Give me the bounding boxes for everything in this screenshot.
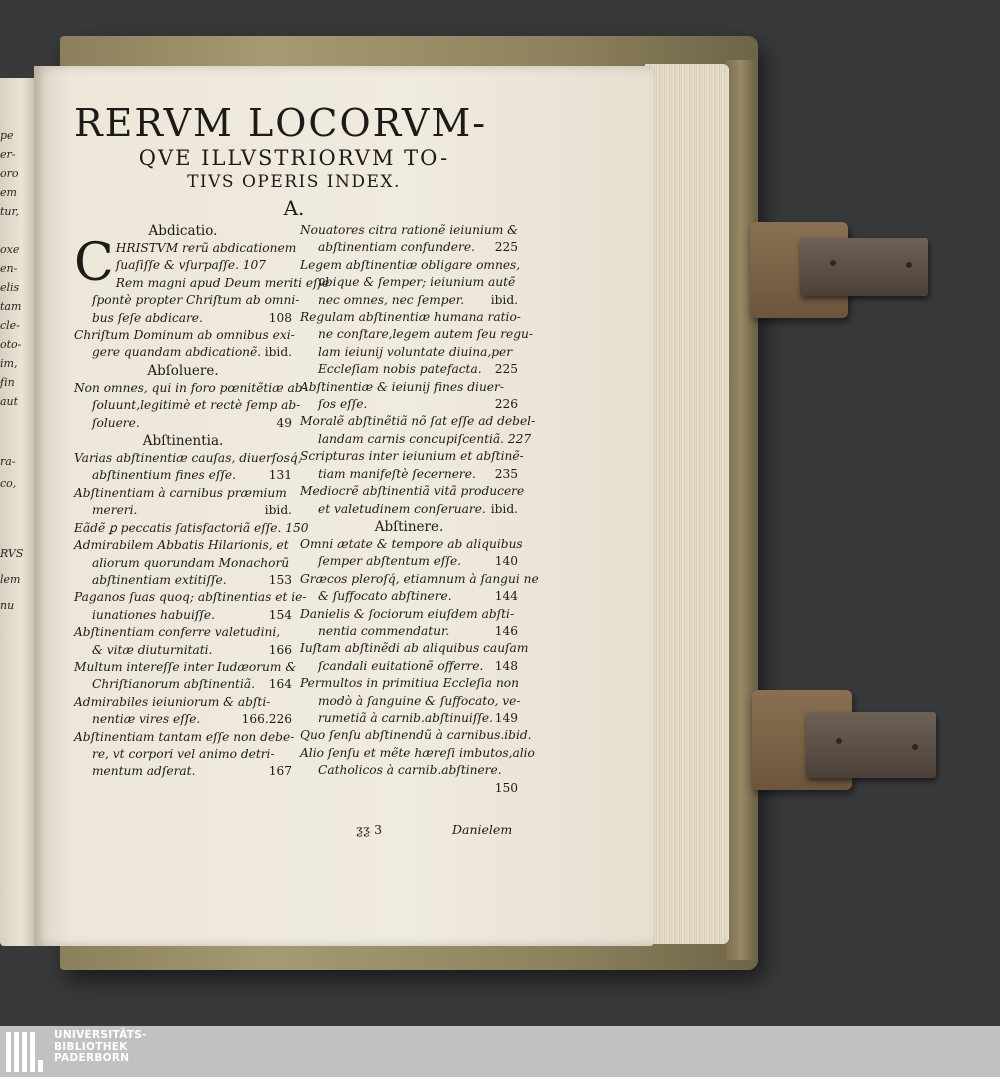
index-entry [300, 483, 525, 518]
index-entry [300, 727, 532, 744]
entry-line: Iuſtam abſtinẽdi ab aliquibus cauſam [300, 641, 529, 656]
index-entry [300, 448, 524, 483]
catchword: Danielem [452, 822, 513, 837]
entry-line: Rem magni apud Deum meriti eſſe [115, 275, 330, 290]
entry-line: Varias abſtinentiæ cauſas, diuerſosq́, [74, 451, 302, 466]
left-page-fragment: en- [0, 262, 18, 275]
index-entry [74, 659, 297, 694]
index-heading: Abſoluere. [147, 362, 219, 379]
page-reference: 148 [494, 658, 518, 673]
index-title-line3: TIVS OPERIS INDEX. [187, 172, 401, 192]
library-name [54, 1030, 147, 1065]
library-name-line2: BIBLIOTHEK [54, 1040, 128, 1053]
entry-line: ſos eſſe. 226 [300, 396, 518, 413]
index-entry [74, 694, 292, 729]
page-fore-edge [645, 64, 729, 944]
entry-line: ne conſtare,legem autem ſeu regu- [318, 327, 534, 342]
entry-line: Multum intereſſe inter Iudæorum & [74, 659, 297, 674]
entry-line: ſuaſiſſe & vſurpaſſe. 107 [115, 258, 267, 273]
index-entry [74, 485, 292, 520]
clasp-rivet [830, 260, 836, 266]
entry-line: Abſtinentiam tantam eſſe non debe- [74, 729, 295, 744]
signature-mark: ƺƺ 3 [356, 822, 383, 837]
index-heading: Abſtinentia. [142, 433, 224, 450]
entry-line: Quo ſenſu abſtinendũ à carnibus.ibid. [300, 728, 532, 743]
index-entry [74, 729, 295, 781]
page-text [34, 66, 654, 946]
left-page-fragment: tam [0, 300, 22, 313]
page-reference: 166.226 [241, 712, 292, 727]
cover-edge [726, 60, 756, 960]
page-reference: 49 [276, 415, 292, 430]
left-page-fragment: er- [0, 148, 16, 161]
index-entry [300, 640, 529, 675]
entry-line: Chriſtianorum abſtinentiã. 164 [74, 676, 292, 693]
entry-line: gere quandam abdicationẽ. ibid. [74, 344, 292, 361]
index-column-right [300, 222, 539, 797]
page-reference: 225 [494, 240, 518, 255]
left-page-fragment: nu [0, 599, 15, 612]
left-page-fragment: im, [0, 357, 18, 370]
page-reference: ibid. [490, 292, 518, 307]
left-page-fragment: ra- [0, 455, 16, 468]
entry-line: mentum adſerat. 167 [74, 763, 292, 780]
entry-line: ſcandali euitationẽ offerre. 148 [300, 658, 518, 675]
index-entry [300, 571, 539, 606]
entry-line: Omni ætate & tempore ab aliquibus [300, 536, 523, 551]
entry-line: modò à ſanguine & ſuffocato, ve- [318, 693, 521, 708]
library-name-line3: PADERBORN [54, 1052, 130, 1064]
index-entry [300, 675, 521, 727]
entry-line: lam ieiunij voluntate diuina,per [318, 344, 513, 359]
entry-line: aliorum quorundam Monachorũ [92, 555, 290, 570]
entry-line: ſpontè propter Chriſtum ab omni- [92, 293, 300, 308]
index-entry [74, 450, 302, 485]
entry-line: & vitæ diuturnitati. 166 [74, 642, 292, 659]
entry-line: abſtinentium fines eſſe. 131 [74, 467, 292, 484]
index-entry [74, 327, 295, 362]
index-entry [300, 745, 535, 795]
left-page-fragment: em [0, 186, 17, 199]
entry-line: Nouatores citra rationẽ ieiunium & [300, 223, 519, 237]
entry-line: Abſtinentiæ & ieiunij fines diuer- [300, 379, 504, 394]
page-reference: 131 [268, 468, 292, 483]
page-reference: 167 [268, 764, 292, 779]
entry-line: Admirabilem Abbatis Hilarionis, et [74, 538, 289, 553]
index-entry [300, 536, 523, 571]
entry-line: abſtinentiam extitiſſe. 153 [74, 572, 292, 589]
page-reference: 225 [494, 362, 518, 377]
left-page-fragment: oxe [0, 243, 20, 256]
entry-line: Paganos ſuas quoq; abſtinentias et ie- [74, 590, 307, 605]
entry-line: Catholicos à carnib.abſtinere. 150 [300, 762, 518, 779]
left-page-fragment: lem [0, 573, 21, 586]
index-title-line2: QVE ILLVSTRIORVM TO- [138, 146, 450, 170]
entry-line: & ſuffocato abſtinere. 144 [300, 588, 518, 605]
index-entry [300, 257, 521, 309]
index-entry [74, 537, 292, 589]
left-page-edge [0, 78, 36, 946]
entry-line: nentiæ vires eſſe. 166.226 [74, 711, 292, 728]
entry-line: iunationes habuiſſe. 154 [74, 607, 292, 624]
entry-line: Eãdẽ ꝑ peccatis ſatisfactoriã eſſe. 150 [74, 520, 309, 535]
library-logo-icon [6, 1030, 48, 1074]
entry-line: bus ſeſe abdicare. 108 [74, 310, 292, 327]
page-reference: ibid. [264, 345, 292, 360]
left-page-fragment: co, [0, 477, 17, 490]
page-reference: 144 [494, 589, 518, 604]
left-page-fragment: ẜin [0, 376, 15, 389]
index-entry [74, 624, 292, 659]
section-letter: A. [283, 196, 305, 220]
left-page-fragment: aut [0, 395, 19, 408]
entry-line: abſtinentiam confundere. 225 [300, 239, 518, 256]
book-page [34, 66, 654, 946]
page-reference: 146 [494, 623, 518, 638]
entry-line: et valetudinem conſeruare. ibid. [300, 501, 518, 518]
entry-line: ſemper abſtentum eſſe. 140 [300, 553, 518, 570]
library-footer-bar [0, 1026, 1000, 1077]
left-page-fragment: pe [0, 129, 14, 142]
page-reference: 140 [494, 554, 518, 569]
left-page-fragment: elis [0, 281, 20, 294]
drop-capital: C [74, 233, 114, 293]
entry-line: nec omnes, nec ſemper. ibid. [300, 292, 518, 309]
entry-line: Græcos pleroſq́, etiamnum à ſangui ne [300, 571, 539, 586]
entry-line: Admirabiles ieiuniorum & abſti- [74, 694, 271, 709]
clasp-rivet [906, 262, 912, 268]
entry-line: nentia commendatur. 146 [300, 623, 518, 640]
entry-line: tiam manifeſtè ſecernere. 235 [300, 466, 518, 483]
entry-line: Chriſtum Dominum ab omnibus exi- [74, 328, 295, 343]
page-reference: 149 [494, 710, 518, 725]
page-reference: ibid. [490, 501, 518, 516]
index-entry [300, 309, 534, 379]
entry-line: Danielis & ſociorum eiuſdem abſti- [300, 606, 515, 621]
entry-line: re, vt corpori vel animo detri- [92, 746, 275, 761]
page-reference: 108 [268, 310, 292, 325]
entry-line: landam carnis concupiſcentiã. 227 [318, 431, 532, 446]
entry-line: Abſtinentiam à carnibus præmium [74, 485, 287, 500]
page-reference: 164 [268, 677, 292, 692]
clasp-rivet [912, 744, 918, 750]
entry-line: HRISTVM rerũ abdicationem [115, 241, 297, 255]
page-reference: ibid. [264, 503, 292, 518]
page-reference: 150 [494, 780, 518, 795]
entry-line: Legem abſtinentiæ obligare omnes, [300, 257, 521, 272]
entry-line: vbique & ſemper; ieiunium autẽ [318, 275, 516, 290]
clasp-rivet [836, 738, 842, 744]
page-reference: 153 [268, 572, 292, 587]
index-entry [300, 222, 518, 257]
entry-line: Eccleſiam nobis patefacta. 225 [300, 361, 518, 378]
index-title-line1: RERVM LOCORVM- [74, 101, 488, 145]
left-page-fragment: oro [0, 167, 19, 180]
entry-line: Permultos in primitiua Eccleſia non [300, 676, 519, 691]
entry-line: mereri. ibid. [74, 502, 292, 519]
index-entry [74, 380, 307, 432]
index-heading: Abſtinere. [374, 518, 444, 535]
index-heading: Abdicatio. [148, 223, 218, 239]
entry-line: rumetiã à carnib.abſtinuiſſe. 149 [300, 710, 518, 727]
left-page-fragment: tur, [0, 205, 20, 218]
entry-line: ſoluunt,legitimè et rectè ſemp ab- [92, 398, 301, 413]
left-page-fragment: oto- [0, 338, 22, 351]
entry-line: Non omnes, qui in foro pœnitẽtiæ ab- [74, 380, 307, 395]
entry-line: Regulam abſtinentiæ humana ratio- [300, 310, 521, 325]
page-reference: 166 [268, 642, 292, 657]
left-page-fragment: RVS [0, 547, 24, 560]
entry-line: Abſtinentiam conferre valetudini, [74, 625, 281, 640]
library-name-line1: UNIVERSITÄTS- [54, 1029, 147, 1041]
entry-line: Scripturas inter ieiunium et abſtinẽ- [300, 449, 524, 464]
index-column-left [74, 222, 330, 781]
entry-line: Mediocrẽ abſtinentiã vitã producere [300, 484, 525, 499]
index-entry [300, 413, 536, 448]
page-reference: 235 [494, 466, 518, 481]
index-entry [74, 589, 307, 624]
entry-line: ſoluere. 49 [74, 415, 292, 432]
page-reference: 154 [268, 607, 292, 622]
index-entry [300, 379, 518, 414]
page-reference: 226 [494, 397, 518, 412]
left-page-fragment: cle- [0, 319, 20, 332]
entry-line: Moralẽ abſtinẽtiã nõ ſat eſſe ad debel- [300, 414, 536, 429]
index-entry [74, 520, 309, 537]
entry-line: Alio ſenſu et mẽte hæreſi imbutos,alio [300, 745, 535, 760]
index-entry [300, 606, 518, 641]
